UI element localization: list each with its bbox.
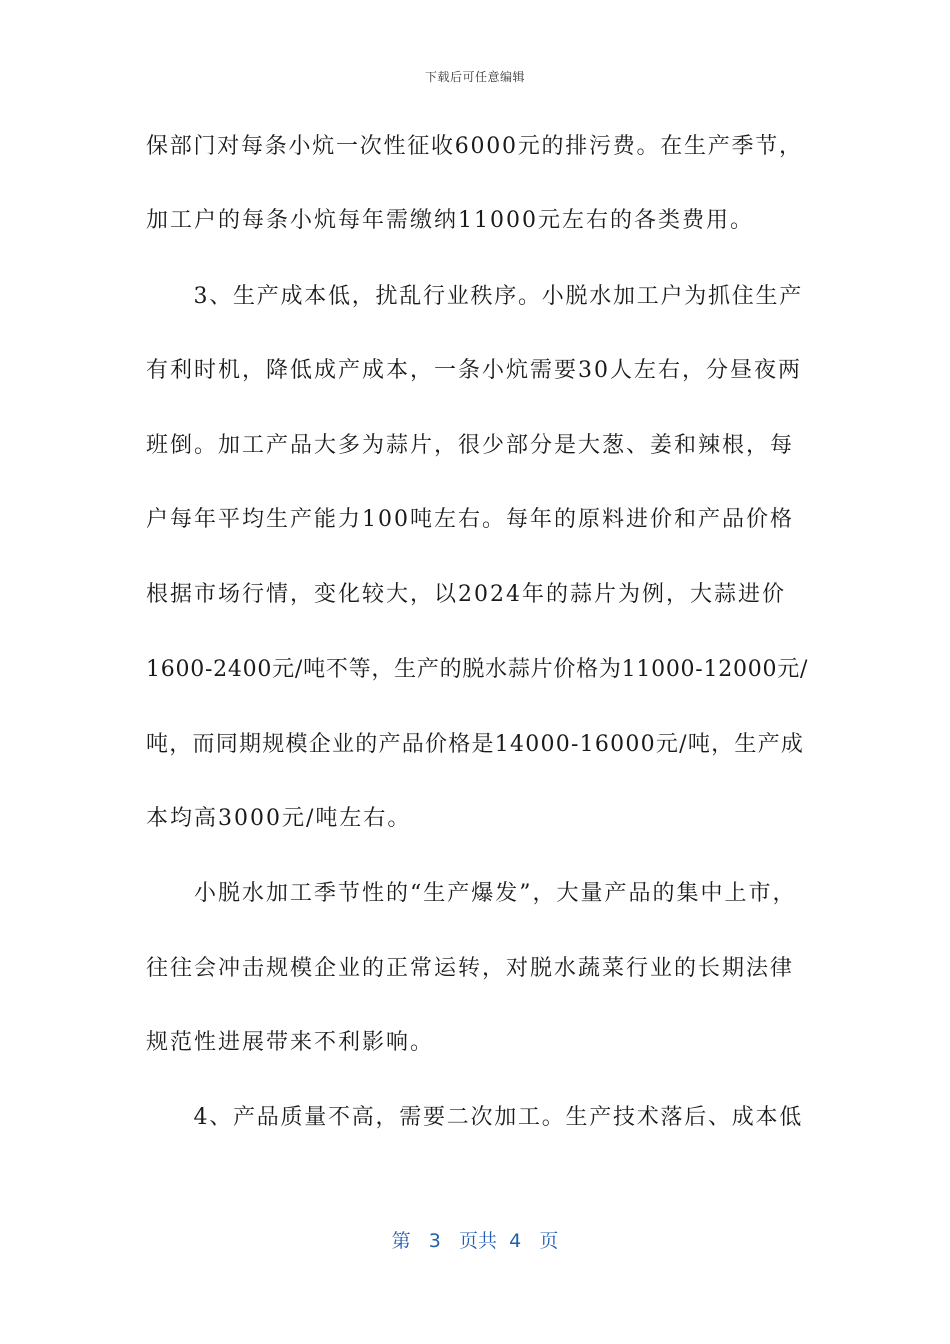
text-line-14: 4、产品质量不高，需要二次加工。生产技术落后、成本低 xyxy=(146,1105,803,1130)
total-pages-number: 4 xyxy=(509,1230,522,1252)
text-line-10: 本均高3000元/吨左右。 xyxy=(146,806,412,831)
text-line-1: 保部门对每条小炕一次性征收6000元的排污费。在生产季节， xyxy=(146,134,803,159)
page-middle: 页共 xyxy=(459,1230,498,1252)
page-footer xyxy=(0,1226,950,1253)
text-line-13: 规范性进展带来不利影响。 xyxy=(146,1030,435,1055)
text-line-3: 3、生产成本低，扰乱行业秩序。小脱水加工户为抓住生产 xyxy=(146,284,803,309)
text-line-2: 加工户的每条小炕每年需缴纳11000元左右的各类费用。 xyxy=(146,208,754,233)
current-page-number: 3 xyxy=(428,1230,441,1252)
text-line-9: 吨，而同期规模企业的产品价格是14000-16000元/吨，生产成 xyxy=(146,732,805,757)
page-prefix: 第 xyxy=(391,1230,411,1252)
text-line-6: 户每年平均生产能力100吨左右。每年的原料进价和产品价格 xyxy=(146,507,794,532)
text-line-5: 班倒。加工产品大多为蒜片，很少部分是大葱、姜和辣根，每 xyxy=(146,433,795,458)
text-line-12: 往往会冲击规模企业的正常运转，对脱水蔬菜行业的长期法律 xyxy=(146,956,795,981)
text-line-4: 有利时机，降低成产成本，一条小炕需要30人左右，分昼夜两 xyxy=(146,358,802,383)
page-suffix: 页 xyxy=(539,1230,559,1252)
text-line-11: 小脱水加工季节性的“生产爆发”，大量产品的集中上市， xyxy=(146,881,797,906)
text-line-7: 根据市场行情，变化较大，以2024年的蒜片为例，大蒜进价 xyxy=(146,582,786,607)
download-note: 下载后可任意编辑 xyxy=(424,70,525,84)
text-line-8: 1600-2400元/吨不等，生产的脱水蒜片价格为11000-12000元/ xyxy=(146,657,809,682)
